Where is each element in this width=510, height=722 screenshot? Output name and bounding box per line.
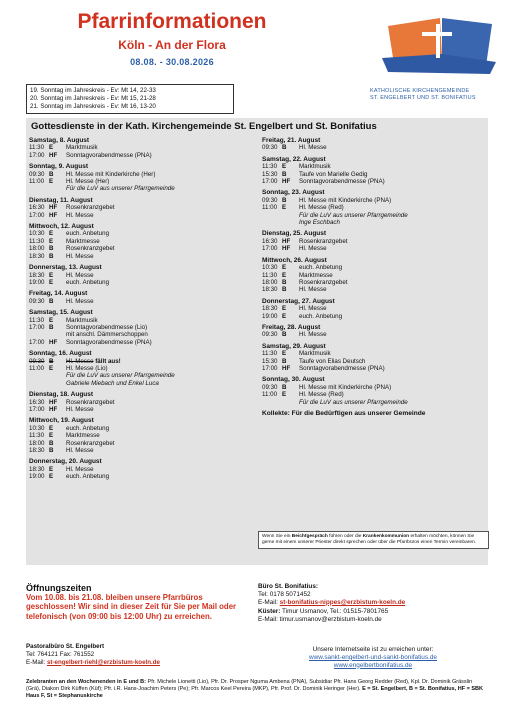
- service-time: 15:30: [262, 357, 278, 365]
- service-time: 17:00: [262, 245, 278, 253]
- day-heading: Dienstag, 25. August: [262, 230, 327, 238]
- service-location-code: B: [282, 144, 287, 152]
- service-line: [29, 440, 247, 447]
- service-description: Sonntagvorabendmesse (PNA): [299, 178, 385, 186]
- service-time: 15:30: [262, 170, 278, 178]
- day-block: [262, 343, 480, 373]
- service-location-code: E: [282, 271, 287, 279]
- office-bonifatius: [258, 583, 488, 624]
- date-range: 08.08. - 30.08.2026: [130, 57, 214, 67]
- service-description: Marktmesse: [66, 237, 100, 245]
- service-line: [29, 466, 247, 473]
- service-line: [262, 365, 480, 372]
- service-description: Hl. Messe (Red): [299, 391, 344, 399]
- service-location-code: E: [49, 230, 54, 238]
- service-line: [29, 298, 247, 305]
- service-line: [29, 230, 247, 237]
- service-line: [262, 358, 480, 365]
- service-description: euch. Anbetung: [66, 473, 110, 481]
- opening-hours-notice: Vom 10.08. bis 21.08. bleiben unsere Pfarrbüros geschlossen! Wir sind in dieser Zeit für Sie per Mail oder telefonisch (von 09:00 bis 12:00 Uhr) zu erreichen.: [26, 593, 237, 621]
- services-column-left: [29, 137, 247, 485]
- day-heading: Donnerstag, 13. August: [29, 264, 102, 272]
- service-time: 10:30: [262, 264, 278, 272]
- service-location-code: B: [282, 357, 287, 365]
- service-time: 11:00: [29, 178, 45, 186]
- day-block: [262, 156, 480, 186]
- service-location-code: B: [49, 245, 54, 253]
- service-description: euch. Anbetung: [299, 312, 343, 320]
- service-time: 11:30: [262, 271, 278, 279]
- service-line: [29, 365, 247, 372]
- services-column-right: [262, 137, 480, 417]
- day-block: [262, 257, 480, 294]
- service-location-code: B: [282, 286, 287, 294]
- service-location-code: E: [282, 350, 287, 358]
- service-time: 18:00: [29, 439, 45, 447]
- office-engelbert-email-link[interactable]: st-engelbert-riehl@erzbistum-koeln.de: [46, 658, 160, 666]
- service-location-code: E: [282, 312, 287, 320]
- service-line: [262, 163, 480, 170]
- service-time: 09:30: [262, 196, 278, 204]
- day-block: [262, 137, 480, 152]
- logo-text: [370, 88, 500, 102]
- service-location-code: HF: [282, 364, 291, 372]
- service-line: [262, 264, 480, 271]
- day-block: [29, 391, 247, 413]
- service-time: 17:00: [29, 338, 45, 346]
- day-block: [29, 223, 247, 260]
- service-description: Hl. Messe: [66, 406, 94, 413]
- service-description: euch. Anbetung: [66, 230, 110, 238]
- service-location-code: HF: [49, 204, 58, 212]
- service-time: 18:30: [262, 286, 278, 294]
- day-heading: Samstag, 22. August: [262, 155, 326, 163]
- day-heading: Donnerstag, 20. August: [29, 458, 102, 466]
- service-line: [262, 238, 480, 245]
- service-description: Hl. Messe (Her): [66, 178, 110, 186]
- reading-line: 20. Sonntag im Jahreskreis - Ev: Mt 15, 21-28: [30, 95, 156, 102]
- website-link-1[interactable]: www.sankt-engelbert-und-sankt-bonifatius.de: [309, 653, 437, 661]
- service-location-code: E: [49, 278, 54, 286]
- service-description: Taufe von Elias Deutsch: [299, 357, 366, 365]
- service-time: 10:30: [29, 424, 45, 432]
- confession-text: erhalten möchten, können Sie gerne mit einem unserer Priester direkt sprechen oder über die Pfarrbüros einen Termin vereinbaren.: [262, 534, 477, 546]
- logo-line-1: KATHOLISCHE KIRCHENGEMEINDE: [370, 88, 470, 94]
- service-description: Marktmusik: [299, 163, 331, 171]
- service-line: [29, 152, 247, 159]
- service-line: [262, 279, 480, 286]
- office-engelbert: [26, 643, 246, 666]
- services-panel: [26, 118, 488, 565]
- service-description: Hl. Messe: [66, 271, 94, 279]
- day-block: [262, 324, 480, 339]
- service-time: 18:30: [29, 252, 45, 260]
- service-time: 11:30: [29, 432, 45, 440]
- service-time: 16:30: [262, 237, 278, 245]
- day-heading: Samstag, 8. August: [29, 137, 90, 144]
- intention-note: Für die LuV aus unserer Pfarrgemeinde: [66, 372, 175, 380]
- service-time: 17:00: [262, 364, 278, 372]
- service-time: 18:30: [29, 447, 45, 455]
- service-location-code: E: [282, 305, 287, 313]
- service-time: 18:00: [262, 278, 278, 286]
- service-description: [66, 358, 247, 365]
- service-description: Rosenkranzgebet: [66, 398, 115, 406]
- opening-hours-heading: Öffnungszeiten: [26, 583, 92, 593]
- day-block: [262, 230, 480, 252]
- day-heading: Freitag, 14. August: [29, 290, 88, 298]
- service-line: [29, 447, 247, 454]
- service-location-code: E: [49, 424, 54, 432]
- service-location-code: E: [282, 264, 287, 272]
- service-description: Hl. Messe: [299, 305, 327, 313]
- service-location-code: B: [49, 170, 54, 178]
- service-location-code: HF: [49, 406, 58, 413]
- service-line: [262, 305, 480, 312]
- email-label: E-Mail:: [258, 598, 280, 606]
- services-heading: Gottesdienste in der Kath. Kirchengemeinde St. Engelbert und St. Bonifatius: [31, 121, 377, 132]
- service-line: [29, 279, 247, 286]
- day-heading: Dienstag, 11. August: [29, 196, 93, 204]
- service-description: Taufe von Marielle Gedig: [299, 170, 368, 178]
- service-line: [262, 144, 480, 151]
- service-location-code: E: [282, 163, 287, 171]
- day-block: [29, 264, 247, 286]
- service-time: 18:30: [262, 305, 278, 313]
- service-line: [29, 425, 247, 432]
- service-time: 17:00: [29, 211, 45, 219]
- email-label: E-Mail:: [26, 658, 47, 666]
- confession-text: Wenn Sie ein: [262, 534, 292, 539]
- service-line: [29, 272, 247, 279]
- service-location-code: E: [49, 316, 54, 324]
- service-time: 17:00: [262, 178, 278, 186]
- service-time: 09:30: [29, 170, 45, 178]
- service-line: [29, 324, 247, 331]
- service-time: 18:00: [29, 245, 45, 253]
- service-time: 17:00: [29, 406, 45, 413]
- service-time: 11:00: [262, 391, 278, 399]
- service-location-code: [49, 331, 66, 338]
- celebrants-label: Zelebranten an den Wochenenden in E und B:: [26, 679, 146, 685]
- service-location-code: E: [49, 465, 54, 473]
- service-line: [262, 178, 480, 185]
- service-description: Hl. Messe: [66, 297, 94, 305]
- service-time: 16:30: [29, 398, 45, 406]
- service-description: Hl. Messe: [66, 252, 94, 260]
- service-line: [262, 204, 480, 211]
- service-time: 09:30: [262, 331, 278, 339]
- service-line: [262, 272, 480, 279]
- service-description: Hl. Messe: [66, 211, 94, 219]
- office-engelbert-tel: Tel: 764121 Fax: 761552: [26, 650, 95, 658]
- intention-note-names: Gabriele Miebach und Enkel Luca: [66, 379, 159, 387]
- confession-bold-1: Beichtgespräch: [291, 534, 328, 539]
- service-description: mit anschl. Dämmerschoppen: [66, 331, 148, 339]
- service-time: 11:30: [262, 163, 278, 171]
- intention-note: Für die LuV aus unserer Pfarrgemeinde: [66, 185, 175, 193]
- day-block: [262, 298, 480, 320]
- service-time: 09:30: [29, 357, 45, 365]
- service-line: [29, 339, 247, 346]
- confession-bold-2: Krankenkommunion: [362, 534, 410, 539]
- service-description: Sonntagvorabendmesse (PNA): [66, 151, 152, 159]
- service-location-code: B: [49, 439, 54, 447]
- service-line: [262, 331, 480, 338]
- service-description: Rosenkranzgebet: [66, 204, 115, 212]
- cross-horizontal: [422, 32, 452, 36]
- service-time: 18:30: [29, 465, 45, 473]
- intention-note: Für die LuV aus unserer Pfarrgemeinde: [299, 398, 408, 406]
- cross-vertical: [436, 24, 440, 58]
- day-block: [29, 350, 247, 387]
- service-description: Rosenkranzgebet: [66, 439, 115, 447]
- day-heading: Mittwoch, 26. August: [262, 256, 327, 264]
- service-description: Hl. Messe: [299, 144, 327, 152]
- service-line: [29, 473, 247, 480]
- website-link-2[interactable]: www.engelbertbonifatius.de: [333, 661, 413, 669]
- service-description: euch. Anbetung: [66, 424, 110, 432]
- page-title: Pfarrinformationen: [77, 10, 267, 33]
- service-description: Hl. Messe (Lio): [66, 364, 108, 372]
- page-subtitle: Köln - An der Flora: [118, 38, 226, 52]
- service-location-code: E: [282, 204, 287, 212]
- service-time: 16:30: [29, 204, 45, 212]
- service-location-code: HF: [282, 237, 291, 245]
- service-description: Marktmusik: [66, 316, 98, 324]
- service-line: [29, 317, 247, 324]
- service-line: [29, 178, 247, 185]
- day-block: [29, 458, 247, 480]
- service-location-code: B: [49, 447, 54, 455]
- confession-note: [258, 531, 489, 549]
- service-location-code: E: [49, 432, 54, 440]
- service-location-code: B: [282, 278, 287, 286]
- service-line: [262, 245, 480, 252]
- service-line: [262, 384, 480, 391]
- cancelled-description: Hl. Messe: [66, 357, 94, 365]
- reading-line: 19. Sonntag im Jahreskreis - Ev: Mt 14, 22-33: [30, 87, 156, 94]
- service-location-code: B: [49, 323, 54, 331]
- service-description: Hl. Messe: [299, 286, 327, 294]
- service-location-code: B: [282, 170, 287, 178]
- service-line: [262, 313, 480, 320]
- service-location-code: B: [282, 196, 287, 204]
- service-location-code: E: [49, 144, 54, 152]
- day-heading: Sonntag, 16. August: [29, 350, 92, 358]
- service-location-code: HF: [49, 211, 58, 219]
- service-description: Marktmusik: [299, 350, 331, 358]
- service-time: 10:30: [29, 230, 45, 238]
- intention-note: Für die LuV aus unserer Pfarrgemeinde: [299, 211, 408, 219]
- cancelled-notice: fällt aus!: [95, 357, 121, 365]
- service-description: Sonntagvorabendmesse (Lio): [66, 323, 148, 331]
- day-heading: Samstag, 15. August: [29, 309, 93, 317]
- service-description: Sonntagvorabendmesse (PNA): [66, 338, 152, 346]
- service-description: Hl. Messe mit Kinderkirche (PNA): [299, 383, 392, 391]
- service-line: [262, 197, 480, 204]
- service-time: 11:30: [29, 316, 45, 324]
- day-heading: Dienstag, 18. August: [29, 391, 94, 399]
- office-bonifatius-email-link[interactable]: st-bonifatius-nippes@erzbistum-koeln.de: [279, 598, 406, 606]
- service-location-code: B: [282, 383, 287, 391]
- service-location-code: HF: [49, 398, 58, 406]
- service-line: [29, 144, 247, 151]
- service-description: Sonntagvorabendmesse (PNA): [299, 364, 385, 372]
- day-heading: Sonntag, 9. August: [29, 163, 88, 171]
- service-description: Rosenkranzgebet: [66, 245, 115, 253]
- service-description: Rosenkranzgebet: [299, 237, 348, 245]
- day-heading: Mittwoch, 19. August: [29, 417, 94, 425]
- day-block: [29, 163, 247, 193]
- intention-note-names: Inge Eschbach: [299, 219, 340, 227]
- service-time: 17:00: [29, 151, 45, 159]
- service-line: [262, 286, 480, 293]
- parish-logo: [380, 18, 498, 74]
- day-heading: Donnerstag, 27. August: [262, 297, 335, 305]
- readings-box: [26, 84, 234, 114]
- day-heading: Mittwoch, 12. August: [29, 223, 94, 231]
- office-bonifatius-title: Büro St. Bonifatius:: [258, 583, 318, 590]
- service-location-code: E: [49, 473, 54, 481]
- service-time: 19:00: [262, 312, 278, 320]
- office-bonifatius-tel: Tel: 0178 5071452: [258, 590, 311, 598]
- service-time: 11:00: [262, 204, 278, 212]
- service-location-code: B: [49, 297, 54, 305]
- service-time: 09:30: [29, 297, 45, 305]
- website-info: [258, 646, 488, 669]
- service-location-code: E: [49, 271, 54, 279]
- service-description: Hl. Messe mit Kinderkirche (PNA): [299, 196, 392, 204]
- service-location-code: HF: [49, 338, 58, 346]
- location-legend: E = St. Engelbert, B = St. Bonifatius, HF = SBK Haus F, St = Stephanuskirche: [26, 686, 483, 700]
- service-location-code: HF: [49, 151, 58, 159]
- day-block: [29, 290, 247, 305]
- service-description: Hl. Messe (Red): [299, 204, 344, 212]
- service-location-code: E: [49, 237, 54, 245]
- service-description: euch. Anbetung: [299, 264, 343, 272]
- kuester-label: Küster:: [258, 608, 281, 616]
- collection-note: Kollekte: Für die Bedürftigen aus unserer Gemeinde: [262, 410, 426, 417]
- day-block: [29, 417, 247, 454]
- service-location-code: E: [49, 364, 54, 372]
- service-time: 19:00: [29, 473, 45, 481]
- service-description: Hl. Messe: [299, 331, 327, 339]
- service-time: [29, 331, 49, 338]
- day-block: [29, 309, 247, 346]
- service-line: [29, 238, 247, 245]
- service-line: [262, 350, 480, 357]
- service-location-code: HF: [282, 178, 291, 186]
- service-time: 11:30: [29, 237, 45, 245]
- service-line: [29, 432, 247, 439]
- celebrants-list: Pfr. Michele Lionetti (Lio), Pfr. Dr. Prosper Nguma Ambena (PNA), Subsidiar Pfr. Hans Georg Redder (Red), Kpl. Dr. Dominik Grässlin (Grä), Diakon Dirk Küffen (Küf); Pfr. i.R. Hans-Joachim Peters (Pe); Pfr. Marcos Keel Pereira (MKP), Pfr. Prof. Dr. Dominik Heringer (Her).: [26, 679, 473, 693]
- day-block: [29, 197, 247, 219]
- service-line: [29, 331, 247, 338]
- day-heading: Freitag, 21. August: [262, 137, 321, 144]
- day-heading: Samstag, 29. August: [262, 342, 326, 350]
- website-label: Unsere Internetseite ist zu erreichen unter:: [312, 646, 434, 653]
- service-time: 11:30: [262, 350, 278, 358]
- service-description: Hl. Messe: [299, 245, 327, 253]
- service-time: 18:30: [29, 271, 45, 279]
- service-location-code: B: [282, 331, 287, 339]
- day-block: [262, 189, 480, 226]
- service-time: 09:30: [262, 383, 278, 391]
- service-description: Rosenkranzgebet: [299, 278, 348, 286]
- service-location-code: B: [49, 252, 54, 260]
- day-block: [29, 137, 247, 159]
- day-heading: Sonntag, 30. August: [262, 376, 325, 384]
- service-line: [29, 171, 247, 178]
- confession-text: führen oder die: [327, 534, 363, 539]
- service-location-code: HF: [282, 245, 291, 253]
- office-engelbert-title: Pastoralbüro St. Engelbert: [26, 643, 105, 650]
- service-line: [262, 171, 480, 178]
- day-heading: Freitag, 28. August: [262, 323, 321, 331]
- service-line: [29, 399, 247, 406]
- service-time: 19:00: [29, 278, 45, 286]
- kuester-email: E-Mail: timur.usmanov@erzbistum-koeln.de: [258, 616, 382, 624]
- service-time: 11:30: [29, 144, 45, 152]
- reading-line: 21. Sonntag im Jahreskreis - Ev: Mt 16, 13-20: [30, 103, 156, 110]
- service-description: Marktmesse: [66, 432, 100, 440]
- service-time: 17:00: [29, 323, 45, 331]
- service-description: Marktmusik: [66, 144, 98, 152]
- logo-line-2: ST. ENGELBERT UND ST. BONIFATIUS: [370, 95, 476, 101]
- service-line: [29, 245, 247, 252]
- service-time: 09:30: [262, 144, 278, 152]
- service-line: [29, 406, 247, 413]
- cancelled-service-line: [29, 358, 247, 365]
- service-location-code: B: [49, 357, 54, 365]
- service-line: [29, 204, 247, 211]
- service-location-code: E: [282, 391, 287, 399]
- service-line: [29, 212, 247, 219]
- service-line: [29, 253, 247, 260]
- kuester-contact: Timur Usmanov, Tel.: 01515-7801765: [280, 608, 389, 616]
- service-location-code: E: [49, 178, 54, 186]
- service-time: 11:00: [29, 364, 45, 372]
- service-description: Hl. Messe mit Kinderkirche (Her): [66, 170, 156, 178]
- service-description: Hl. Messe: [66, 447, 94, 455]
- service-description: euch. Anbetung: [66, 278, 110, 286]
- day-heading: Sonntag, 23. August: [262, 189, 325, 197]
- service-description: Marktmesse: [299, 271, 333, 279]
- day-block: [262, 376, 480, 406]
- service-line: [262, 391, 480, 398]
- celebrants-footer: [26, 679, 488, 701]
- service-description: Hl. Messe: [66, 465, 94, 473]
